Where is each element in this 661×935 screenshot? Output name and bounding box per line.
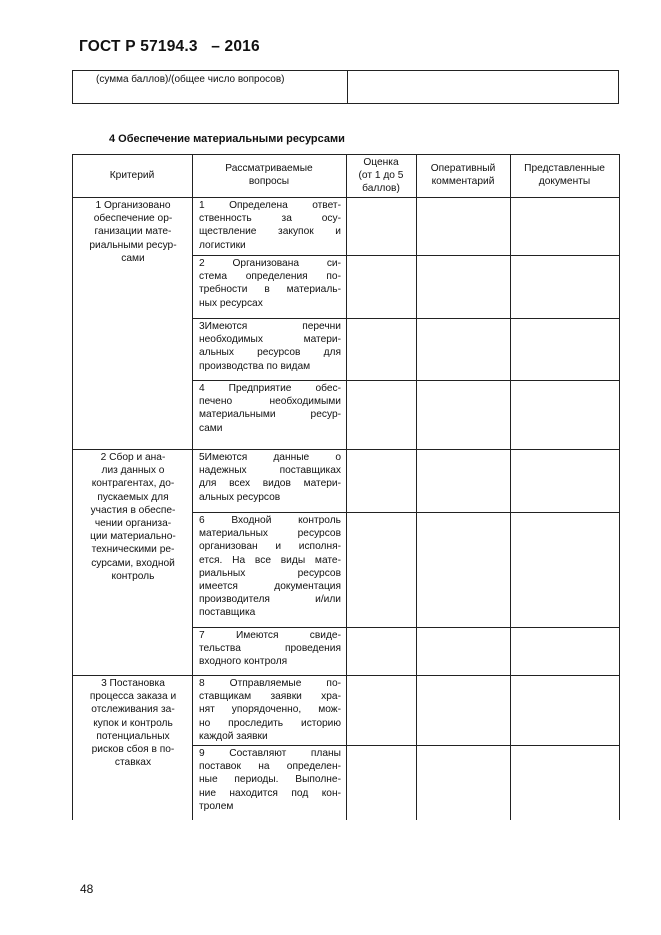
row-divider	[192, 318, 619, 319]
question-line: ется. На все виды мате-	[199, 554, 341, 566]
question-8	[199, 677, 341, 743]
question-line: необходимых матери-	[199, 334, 341, 346]
question-line: ние находится под кон-	[199, 787, 341, 799]
question-line: альных ресурсов для	[199, 347, 341, 359]
table-column-divider	[346, 154, 347, 820]
header-criterion: Критерий	[109, 170, 155, 181]
question-line: надежных поставщиках	[199, 465, 341, 477]
question-6	[199, 514, 341, 620]
question-line: печено необходимыми	[199, 396, 341, 408]
question-5	[199, 451, 341, 504]
question-line: логистики	[199, 239, 246, 251]
row-divider	[192, 745, 619, 746]
question-line: 9 Составляют планы	[199, 748, 341, 759]
row-divider	[192, 512, 619, 513]
summary-cell-text: (сумма баллов)/(общее число вопросов)	[96, 74, 285, 85]
question-line: 7 Имеются свиде-	[199, 630, 341, 641]
question-line: ных ресурсах	[199, 297, 263, 309]
question-4	[199, 382, 341, 435]
page-number: 48	[80, 882, 94, 896]
question-line: 1 Определена ответ-	[199, 200, 341, 211]
question-line: нят упорядоченно, мож-	[199, 704, 341, 716]
question-line: альных ресурсов	[199, 491, 281, 503]
criterion-3: 3 Постановка процесса заказа и отслеживания за- купок и контроль потенциальных рисков сбоя в по- ставках	[89, 678, 177, 769]
table-column-divider	[192, 154, 193, 820]
question-line: производителя и/или	[199, 594, 341, 606]
question-line: требности в материаль-	[199, 284, 341, 296]
question-line: 6 Входной контроль	[199, 515, 341, 526]
header-questions: Рассматриваемые вопросы	[225, 163, 313, 188]
row-divider	[192, 255, 619, 256]
question-line: материальных ресурсов	[199, 528, 341, 540]
question-line: входного контроля	[199, 656, 288, 668]
question-line: тролем	[199, 800, 234, 812]
question-line: поставщика	[199, 607, 256, 619]
table-column-divider	[416, 154, 417, 820]
row-divider	[192, 627, 619, 628]
question-line: стема определения по-	[199, 271, 341, 283]
question-9	[199, 747, 341, 813]
question-2	[199, 257, 341, 310]
question-7	[199, 629, 341, 669]
header-score: Оценка (от 1 до 5 баллов)	[358, 157, 404, 195]
header-row-divider	[72, 197, 619, 198]
table-column-divider	[510, 154, 511, 820]
question-line: ставщикам заявки хра-	[199, 691, 341, 703]
question-line: но проследить историю	[199, 717, 341, 729]
criterion-2: 2 Сбор и ана- лиз данных о контрагентах, до- пускаемых для участия в обеспе- чении организа- ции материально- техническими ре- сурсами, входной контроль	[90, 452, 176, 582]
question-line: ные периоды. Выполне-	[199, 774, 341, 786]
table-divider	[347, 71, 348, 103]
question-line: тельства проведения	[199, 643, 341, 655]
row-divider	[72, 449, 619, 450]
question-line: 4 Предприятие обес-	[199, 383, 341, 394]
question-line: 2 Организована си-	[199, 258, 341, 269]
question-3	[199, 320, 341, 373]
question-line: организован и исполня-	[199, 541, 341, 553]
question-line: для всех видов матери-	[199, 478, 341, 490]
question-line: сами	[199, 422, 223, 434]
question-line: ществление закупок и	[199, 226, 341, 238]
table-border-right	[619, 154, 620, 820]
question-1	[199, 199, 341, 252]
header-comment: Оперативный комментарий	[430, 163, 496, 188]
document-header: ГОСТ Р 57194.3 – 2016	[79, 38, 260, 55]
criterion-1: 1 Организовано обеспечение ор- ганизации мате- риальными ресур- сами	[89, 200, 177, 264]
header-documents: Представленные документы	[524, 163, 605, 188]
question-line: материальными ресур-	[199, 409, 341, 421]
summary-table	[72, 70, 619, 104]
question-line: 3Имеются перечни	[199, 321, 341, 332]
table-border-top	[72, 154, 619, 155]
question-line: 5Имеются данные о	[199, 452, 341, 463]
question-line: поставок на определен-	[199, 761, 341, 773]
table-border-left	[72, 154, 73, 820]
section-title: 4 Обеспечение материальными ресурсами	[109, 133, 345, 145]
row-divider	[72, 675, 619, 676]
question-line: ственность за осу-	[199, 213, 341, 225]
question-line: риальных ресурсов	[199, 567, 341, 579]
question-line: производства по видам	[199, 360, 311, 372]
question-line: каждой заявки	[199, 730, 268, 742]
row-divider	[192, 380, 619, 381]
question-line: имеется документация	[199, 581, 341, 593]
question-line: 8 Отправляемые по-	[199, 678, 341, 689]
